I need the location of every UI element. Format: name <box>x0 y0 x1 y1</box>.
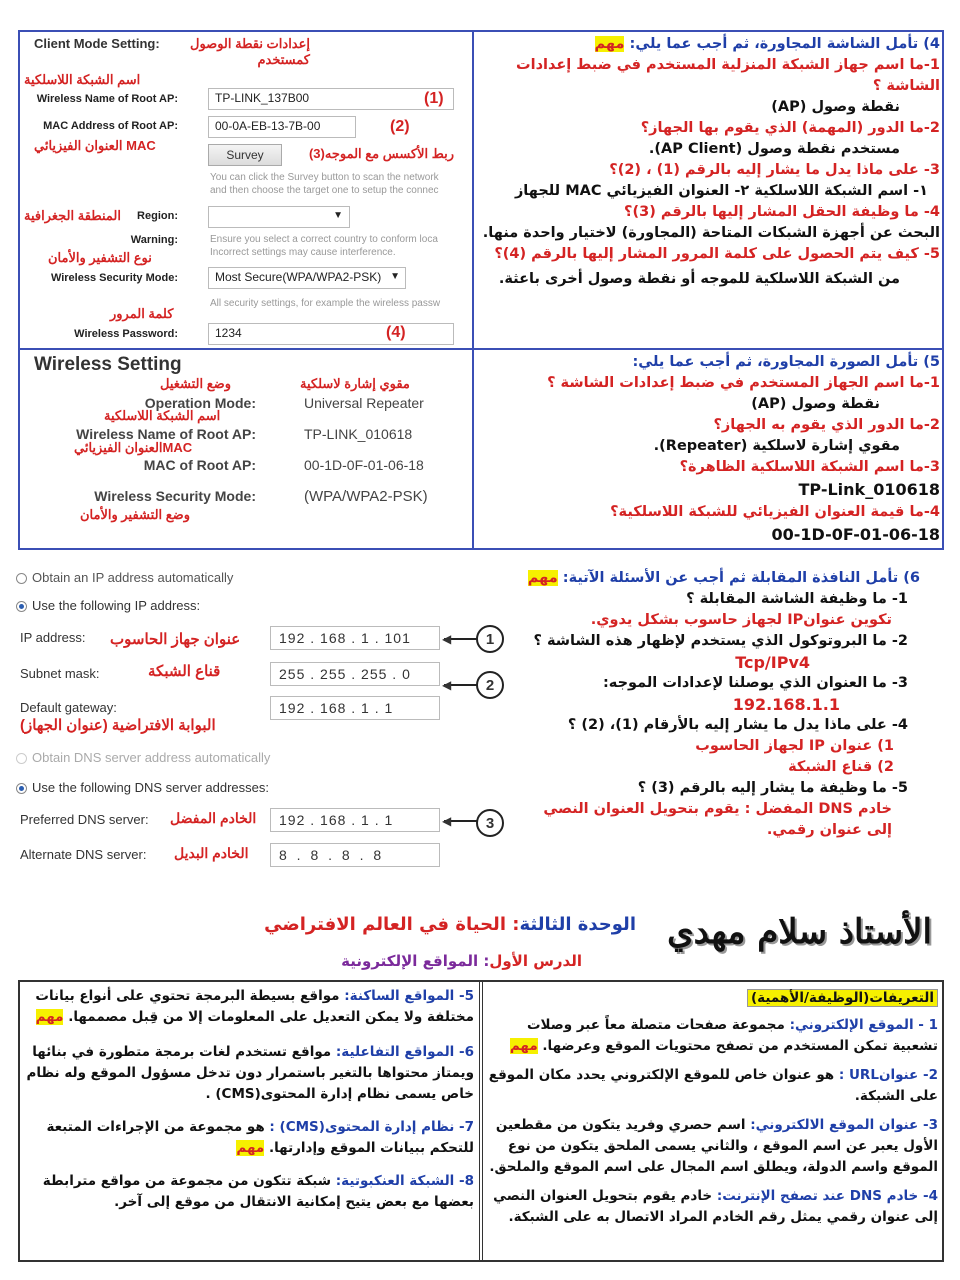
warning-label: Warning: <box>130 234 178 246</box>
q5-question-3: 3-ما اسم الشبكة اللاسلكية الظاهرة؟ <box>679 459 940 475</box>
q6-answer-5b: إلى عنوان رقمي. <box>766 822 892 838</box>
definition-6: 6- المواقع التفاعلية: مواقع تستخدم لغات برمجة متطورة في بنائها ويمتاز محتواها بالتغير باستمرار دون تدخل مسؤول الموقع وله نظام خاص يسمى نظام إدارة المحتوى(CMS) . <box>26 1044 474 1102</box>
ssid-label-ar: اسم الشبكة اللاسلكية <box>24 72 141 87</box>
q4-block <box>480 34 940 290</box>
unit-name: : الحياة في العالم الافتراضي <box>264 914 520 935</box>
marker-1: (1) <box>424 90 444 107</box>
sec-label-2: Wireless Security Mode: <box>94 488 256 504</box>
op-mode-label-ar: وضع التشغيل <box>160 376 231 391</box>
q6-question-2: 2- ما البروتوكول الذي يستخدم لإظهار هذه الشاشة ؟ <box>533 633 908 649</box>
region-select[interactable] <box>208 206 350 228</box>
survey-button[interactable]: Survey <box>208 144 282 166</box>
q4-answer-4: البحث عن أجهزة الشبكات المتاحة (المجاورة) لاختيار واحدة منها. <box>482 225 940 241</box>
ip-address-label-ar: عنوان جهاز الحاسوب <box>110 631 241 648</box>
definition-4: 4- خادم DNS عند تصفح الإنترنت: خادم يقوم بتحويل العنوان النصي إلى عنوان رقمي يمثل رقم الخادم المراد الاتصال به على الشبكة. <box>493 1188 938 1225</box>
survey-label-ar: ربط الأكسس مع الموجه(3) <box>308 146 454 161</box>
ssid-input[interactable]: TP-LINK_137B00 <box>208 88 454 110</box>
default-gateway-label-ar: البوابة الافتراضية (عنوان الجهاز) <box>20 717 216 734</box>
callout-1: 1 <box>476 625 504 653</box>
arrow-3-head: ◀ <box>442 814 452 828</box>
subnet-mask-label: Subnet mask: <box>20 666 100 681</box>
alternate-dns-input[interactable]: 8 . 8 . 8 . 8 <box>270 843 440 867</box>
mac-label-2: MAC of Root AP: <box>143 457 256 473</box>
auto-dns-option[interactable] <box>16 750 270 765</box>
auto-ip-label: Obtain an IP address automatically <box>32 570 234 585</box>
lesson-name: : المواقع الإلكترونية <box>341 952 490 970</box>
q4-question-3: 3- على ماذا يدل ما يشار إليه بالرقم (1) ، (2)؟ <box>609 162 940 178</box>
important-badge: مهم <box>594 36 625 52</box>
marker-4: (4) <box>386 324 406 341</box>
q4-question-4: 4- ما وظيفة الحقل المشار إليها بالرقم (3)؟ <box>624 204 940 220</box>
q4-question-2: 2-ما الدور (المهمة) الذي يقوم بها الجهاز؟ <box>640 120 940 136</box>
arrow-2-head: ◀ <box>442 678 452 692</box>
preferred-dns-label: Preferred DNS server: <box>20 812 149 827</box>
preferred-dns-input[interactable]: 192 . 168 . 1 . 1 <box>270 808 440 832</box>
important-badge: مهم <box>527 570 558 586</box>
password-label-ar: كلمة المرور <box>110 306 174 321</box>
definitions-left <box>26 986 474 1213</box>
alternate-dns-label: Alternate DNS server: <box>20 847 147 862</box>
q6-question-5: 5- ما وظيفة ما يشار إليه بالرقم (3) ؟ <box>637 780 908 796</box>
security-label: Wireless Security Mode: <box>50 272 178 284</box>
radio-icon <box>16 573 27 584</box>
q6-question-3: 3- ما العنوان الذي يوصلنا لإعدادات الموجه: <box>603 675 908 691</box>
auto-dns-label: Obtain DNS server address automatically <box>32 750 271 765</box>
ssid-value-2: TP-LINK_010618 <box>304 426 413 442</box>
q4-answer-2: مستخدم نقطة وصول (AP Client). <box>648 141 900 157</box>
ssid-label-ar-2: اسم الشبكة اللاسلكية <box>104 408 221 423</box>
q4-header: 4) تأمل الشاشة المجاورة، ثم أجب عما يلي: مهم <box>594 36 940 52</box>
alternate-dns-label-ar: الخادم البديل <box>174 845 249 861</box>
radio-selected-icon <box>16 783 27 794</box>
q5-question-1: 1-ما اسم الجهاز المستخدم في ضبط إعدادات الشاشة ؟ <box>547 375 940 391</box>
password-input[interactable]: 1234 <box>208 323 454 345</box>
unit-prefix: الوحدة الثالثة <box>519 914 636 935</box>
survey-hint-2: and then choose the target one to setup the connec <box>210 185 439 196</box>
security-hint: All security settings, for example the wireless passw <box>210 298 441 309</box>
warning-text-1: Ensure you select a correct country to conform loca <box>210 234 438 245</box>
use-ip-option[interactable] <box>16 598 200 613</box>
default-gateway-input[interactable]: 192 . 168 . 1 . 1 <box>270 696 440 720</box>
subnet-mask-label-ar: قناع الشبكة <box>148 663 221 680</box>
region-label: Region: <box>137 210 178 222</box>
callout-2: 2 <box>476 671 504 699</box>
definition-8: 8- الشبكة العنكبوتية: شبكة تتكون من مجموعة من مواقع مترابطة بعضها مع بعض يتيح إمكانية الانتقال من موقع إلى آخر. <box>42 1173 474 1210</box>
q6-answer-4b: 2) قناع الشبكة <box>788 759 894 775</box>
survey-hint-1: You can click the Survey button to scan the network <box>210 172 439 183</box>
definitions-right <box>488 988 938 1228</box>
security-select[interactable] <box>208 267 406 289</box>
chevron-down-icon: ▼ <box>390 271 400 282</box>
ip-settings-panel <box>14 566 514 876</box>
lesson-title <box>250 952 582 970</box>
security-select-value: Most Secure(WPA/WPA2-PSK) <box>215 270 382 284</box>
mac-value-2: 00-1D-0F-01-06-18 <box>304 457 424 473</box>
marker-2: (2) <box>390 118 410 135</box>
author-name: الأستاذ سلام مهدي <box>667 912 932 952</box>
client-mode-title: Client Mode Setting: <box>34 36 160 51</box>
security-label-ar: نوع التشفير والأمان <box>48 250 152 265</box>
ip-address-input[interactable]: 192 . 168 . 1 . 101 <box>270 626 440 650</box>
auto-ip-option[interactable] <box>16 570 233 585</box>
ssid-label: Wireless Name of Root AP: <box>36 93 178 105</box>
ip-address-label: IP address: <box>20 630 86 645</box>
definition-1: 1 - الموقع الإلكتروني: مجموعة صفحات متصلة معاً عبر وصلات تشعبية تمكن المستخدم من تصفح محتويات الموقع وعرضها. مهم <box>509 1017 938 1054</box>
use-ip-label: Use the following IP address: <box>32 598 201 613</box>
callout-3: 3 <box>476 809 504 837</box>
q5-question-4: 4-ما قيمة العنوان الفيزيائي للشبكة اللاسلكية؟ <box>610 504 940 520</box>
q6-header: 6) تأمل النافذة المقابلة ثم أجب عن الأسئلة الآتية: مهم <box>527 570 920 586</box>
important-badge: مهم <box>35 1009 64 1025</box>
arrow-1-head: ◀ <box>442 632 452 646</box>
client-mode-title-ar: إعدادات نقطة الوصول كمستخدم <box>190 36 310 67</box>
op-mode-value: Universal Repeater <box>304 395 424 411</box>
q6-question-1: 1- ما وظيفة الشاشة المقابلة ؟ <box>686 591 908 607</box>
password-label: Wireless Password: <box>74 328 178 340</box>
definition-5: 5- المواقع الساكنة: مواقع بسيطة البرمجة تحتوي على أنواع بيانات مختلفة ولا يمكن التعديل على المعلومات إلا من قِبل مصممها. مهم <box>35 988 474 1025</box>
top-frame-vdivider <box>472 30 474 550</box>
wireless-setting-screenshot <box>20 350 472 548</box>
warning-text-2: Incorrect settings may cause interference. <box>210 247 396 258</box>
definition-3: 3- عنوان الموقع الالكتروني: اسم حصري وفريد يتكون من مقطعين الأول يعبر عن اسم الموقع ، والثاني يسمى الملحق يتكون من نوع الموقع واسم الدولة، ويطلق اسم المجال على اسم الموقع والملحق. <box>489 1117 938 1175</box>
q6-answer-1: تكوين عنوانIP لجهاز حاسوب بشكل يدوي. <box>590 612 892 628</box>
lesson-prefix: الدرس الأول <box>489 952 582 970</box>
q5-answer-3: TP-Link_010618 <box>798 480 940 499</box>
ssid-label-2: Wireless Name of Root AP: <box>76 426 256 442</box>
sec-value-2: (WPA/WPA2-PSK) <box>304 488 428 505</box>
q4-answer-5: من الشبكة اللاسلكية للموجه أو نقطة وصول أخرى باعثة. <box>498 271 900 287</box>
q5-answer-2: مقوي إشارة لاسلكية (Repeater). <box>653 438 900 454</box>
q6-answer-3: 192.168.1.1 <box>732 695 840 714</box>
preferred-dns-label-ar: الخادم المفضل <box>170 810 257 826</box>
definitions-title: التعريفات(الوظيفة/الأهمية) <box>488 988 938 1009</box>
q5-question-2: 2-ما الدور الذي يقوم به الجهاز؟ <box>713 417 940 433</box>
q6-answer-2: Tcp/IPv4 <box>735 653 810 672</box>
q5-block <box>480 352 940 547</box>
q5-answer-4: 00-1D-0F-01-06-18 <box>771 525 940 544</box>
default-gateway-label: Default gateway: <box>20 700 117 715</box>
use-dns-option[interactable] <box>16 780 269 795</box>
mac-input[interactable]: 00-0A-EB-13-7B-00 <box>208 116 356 138</box>
definitions-divider <box>479 980 483 1262</box>
mac-label-ar: العنوان الفيزيائي MAC <box>34 138 156 153</box>
q6-block <box>520 568 920 841</box>
client-mode-screenshot <box>20 32 472 348</box>
radio-selected-icon <box>16 601 27 612</box>
op-mode-value-ar: مقوي إشارة لاسلكية <box>300 376 410 391</box>
sec-label-ar-2: وضع التشفير والأمان <box>80 507 190 522</box>
important-badge: مهم <box>509 1038 538 1054</box>
op-mode-label: Operation Mode: <box>144 395 256 411</box>
q6-answer-5a: خادم DNS المفضل : يقوم بتحويل العنوان النصي <box>543 801 892 817</box>
q4-answer-1: نقطة وصول (AP) <box>771 99 900 115</box>
q6-question-4: 4- على ماذا يدل ما يشار إليه بالأرقام (1)، (2) ؟ <box>567 717 908 733</box>
subnet-mask-input[interactable]: 255 . 255 . 255 . 0 <box>270 662 440 686</box>
radio-icon <box>16 753 27 764</box>
use-dns-label: Use the following DNS server addresses: <box>32 780 269 795</box>
q4-answer-3: ١- اسم الشبكة اللاسلكية ٢- العنوان الفيزيائي MAC للجهاز <box>514 183 928 199</box>
q4-question-1: 1-ما اسم جهاز الشبكة المنزلية المستخدم في ضبط إعدادات الشاشة ؟ <box>516 57 940 94</box>
wireless-setting-title: Wireless Setting <box>34 354 182 375</box>
mac-label: MAC Address of Root AP: <box>43 120 178 132</box>
region-label-ar: المنطقة الجغرافية <box>24 208 121 223</box>
chevron-down-icon: ▼ <box>333 210 343 221</box>
unit-title <box>250 914 636 935</box>
definition-7: 7- نظام إدارة المحتوى(CMS) : هو مجموعة من الإجراءات المتبعة للتحكم ببيانات الموقع وإدارتها. مهم <box>46 1119 474 1156</box>
q5-header: 5) تأمل الصورة المجاورة، ثم أجب عما يلي: <box>632 354 940 370</box>
mac-label-ar-2: العنوان الفيزيائيMAC <box>74 440 193 455</box>
q6-answer-4a: 1) عنوان IP لجهاز الحاسوب <box>695 738 894 754</box>
definition-2: 2- عنوانURL : هو عنوان خاص للموقع الإلكتروني يحدد مكان الموقع على الشبكة. <box>488 1067 938 1104</box>
q5-answer-1: نقطة وصول (AP) <box>751 396 880 412</box>
q4-question-5: 5- كيف يتم الحصول على كلمة المرور المشار إليها بالرقم (4)؟ <box>494 246 940 262</box>
important-badge: مهم <box>236 1140 265 1156</box>
